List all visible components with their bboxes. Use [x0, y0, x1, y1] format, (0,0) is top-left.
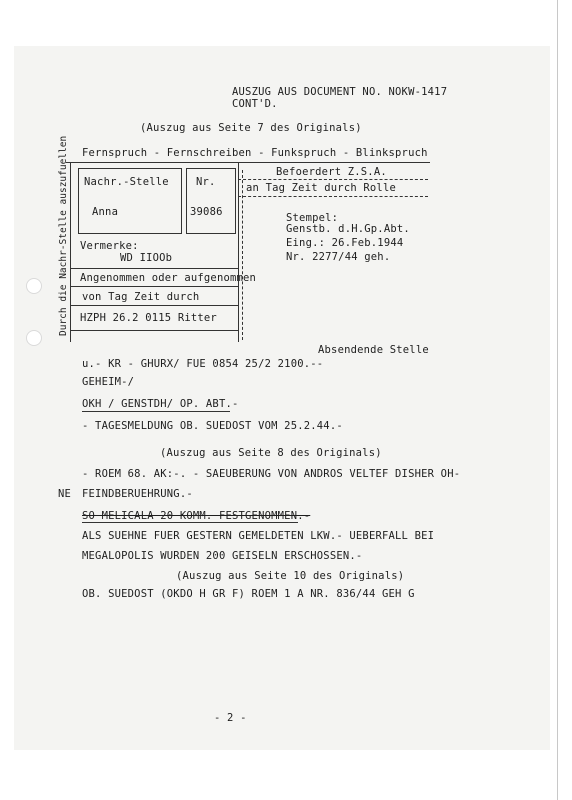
stempel-line1: Genstb. d.H.Gp.Abt. [286, 223, 410, 235]
body-line-6-prefix: NE [58, 488, 72, 500]
transmission-modes: Fernspruch - Fernschreiben - Funkspruch - Blinkspruch [82, 147, 428, 159]
stempel-label: Stempel: [286, 212, 339, 224]
vermerke-label: Vermerke: [80, 240, 139, 252]
befoerdert-rule [238, 179, 428, 180]
vermerke-value: WD IIOOb [120, 252, 173, 264]
received-columns: von Tag Zeit durch [82, 291, 200, 303]
nachr-stelle-label: Nachr.-Stelle [84, 176, 169, 188]
angenommen-rule [70, 286, 238, 287]
form-left-border [70, 162, 71, 342]
forward-rule [238, 196, 428, 197]
body-line-5: - ROEM 68. AK:-. - SAEUBERUNG VON ANDROS VELTEF DISHER OH- [82, 468, 461, 480]
absendende-stelle: Absendende Stelle [318, 344, 429, 356]
excerpt-note-page10: (Auszug aus Seite 10 des Originals) [176, 570, 405, 582]
befoerdert-label: Befoerdert Z.S.A. [276, 166, 387, 178]
punch-hole-top [26, 278, 42, 294]
excerpt-note-page7: (Auszug aus Seite 7 des Originals) [140, 122, 362, 134]
body-line-9: MEGALOPOLIS WURDEN 200 GEISELN ERSCHOSSEN.- [82, 550, 363, 562]
body-line-10: OB. SUEDOST (OKDO H GR F) ROEM 1 A NR. 836/44 GEH G [82, 588, 415, 600]
punch-hole-bottom [26, 330, 42, 346]
angenommen-label: Angenommen oder aufgenommen [80, 272, 257, 284]
report-title-line: - TAGESMELDUNG OB. SUEDOST VOM 25.2.44.- [82, 420, 343, 432]
addressee-underline [82, 411, 230, 412]
received-row: HZPH 26.2 0115 Ritter [80, 312, 217, 324]
document-heading: AUSZUG AUS DOCUMENT NO. NOKW-1417 [232, 86, 448, 98]
vermerke-rule [70, 268, 238, 269]
stempel-line3: Nr. 2277/44 geh. [286, 251, 391, 263]
body-line-8: ALS SUEHNE FUER GESTERN GEMELDETEN LKW.- UEBERFALL BEI [82, 530, 435, 542]
nachr-stelle-value: Anna [92, 206, 119, 218]
right-block-dashed-border [242, 170, 243, 340]
form-top-rule [66, 162, 430, 163]
message-routing-line: u.- KR - GHURX/ FUE 0854 25/2 2100.-- [82, 358, 324, 370]
received-rule [70, 330, 238, 331]
excerpt-note-page8: (Auszug aus Seite 8 des Originals) [160, 447, 382, 459]
form-middle-border [238, 162, 239, 342]
body-line-6: FEINDBERUEHRUNG.- [82, 488, 193, 500]
side-label: Durch die Nachr-Stelle auszufuellen [58, 135, 69, 336]
nr-label: Nr. [196, 176, 216, 188]
classification-line: GEHEIM-/ [82, 376, 135, 388]
columns-rule [70, 305, 238, 306]
stempel-line2: Eing.: 26.Feb.1944 [286, 237, 404, 249]
page-edge [557, 0, 558, 800]
nr-value: 39086 [190, 206, 223, 218]
page-number: - 2 - [214, 712, 247, 724]
document-heading-cont: CONT'D. [232, 98, 278, 110]
forward-columns: an Tag Zeit durch Rolle [246, 182, 396, 194]
body-line-7-underline [82, 522, 298, 523]
body-line-7-struck: SO MELICALA 20 KOMM. FESTGENOMMEN.- [82, 510, 311, 522]
addressee-line: OKH / GENSTDH/ OP. ABT.- [82, 398, 239, 410]
